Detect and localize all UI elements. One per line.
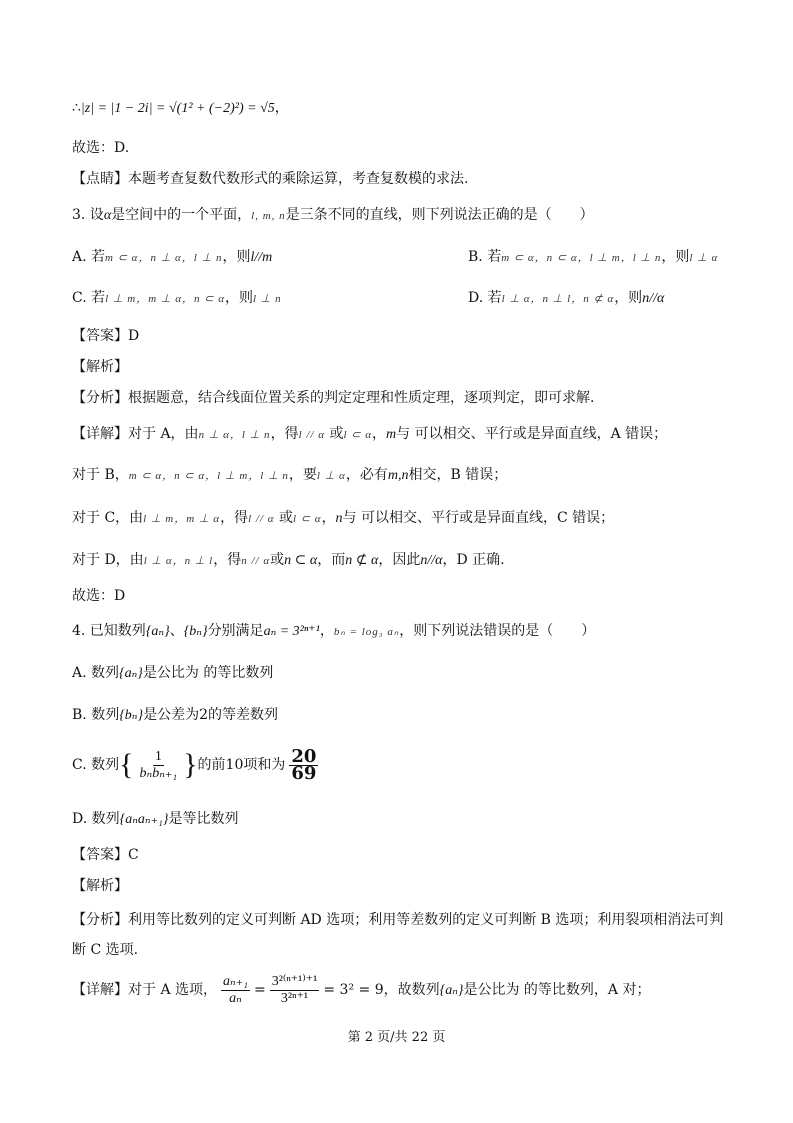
q3-option-a-label: A. 若 xyxy=(72,249,106,265)
q3-c-math-1: l ⊥ m，m ⊥ α xyxy=(143,513,221,525)
q4-c-ten: 10 xyxy=(225,757,244,773)
q3-d-text-2: ，得 xyxy=(213,552,242,568)
q4-stem-text-1: 4. 已知数列 xyxy=(72,623,146,639)
q3-stem-lines: l, m, n xyxy=(251,210,286,222)
q3-c-text-5: 与 可以相交、平行或是异面直线，C 错误； xyxy=(342,510,615,526)
q3-option-d-cond: l ⊥ α，n ⊥ l，n ⊄ α xyxy=(501,293,615,305)
q3-d-text-4: ，而 xyxy=(317,552,346,568)
q4-xj-power-den: 3²ⁿ⁺¹ xyxy=(280,990,309,1006)
q3-options-cd xyxy=(72,288,665,309)
q3-xj-math-3: l ⊂ α xyxy=(343,429,373,441)
q4-analysis-heading: 【解析】 xyxy=(72,878,128,894)
q4-xj-ratio-den: aₙ xyxy=(229,990,242,1006)
q3-stem-alpha: α xyxy=(103,208,112,223)
q3-c-text-3: 或 xyxy=(274,510,293,526)
q4-d-math: {aₙaₙ₊₁} xyxy=(119,812,169,827)
modulus-line xyxy=(72,98,289,119)
q3-d-math-2: n // α xyxy=(241,555,271,567)
q4-c-text-1: 的前 xyxy=(197,757,226,773)
q4-c-label: C. 数列 xyxy=(72,757,120,773)
q3-stem-text-2: 是空间中的一个平面， xyxy=(111,207,252,223)
q4-option-a xyxy=(72,663,273,684)
q3-option-b xyxy=(468,247,718,268)
q3-b-math-3: m,n xyxy=(387,468,409,483)
q3-d-math-5: n//α xyxy=(420,553,443,568)
q4-option-d xyxy=(72,809,238,830)
q3-b-text-4: 相交，B 错误； xyxy=(408,467,508,483)
q3-option-c-cond: l ⊥ m，m ⊥ α，n ⊂ α xyxy=(105,293,225,305)
q4-xj-result: = 3² = 9 xyxy=(323,982,384,998)
q3-stem-text-1: 3. 设 xyxy=(72,207,104,223)
q3-xiangjie-b xyxy=(72,465,507,486)
q3-option-d xyxy=(468,288,664,309)
q4-xj-math: {aₙ} xyxy=(439,983,464,998)
q3-b-math-1: m ⊂ α，n ⊂ α，l ⊥ m，l ⊥ n xyxy=(128,470,289,482)
q4-stem-an-def: aₙ = 3²ⁿ⁺¹ xyxy=(263,624,320,639)
q3-stem xyxy=(72,205,594,226)
q3-stem-text-3: 是三条不同的直线，则下列说法正确的是（ ） xyxy=(285,207,594,223)
brace-right-icon: } xyxy=(183,748,198,781)
q4-xj-power-num: 3²⁽ⁿ⁺¹⁾⁺¹ xyxy=(271,973,318,989)
q4-a-text: 是公比为 的等比数列 xyxy=(142,665,274,681)
q3-option-a-cond: m ⊂ α，n ⊥ α，l ⊥ n xyxy=(105,252,223,264)
q4-a-math: {aₙ} xyxy=(119,666,143,681)
q4-xj-eq: = xyxy=(253,982,266,998)
q3-xj-text-1: 【详解】对于 A，由 xyxy=(72,426,199,442)
q4-option-c xyxy=(72,741,322,789)
page-footer: 第 2 页/共 22 页 xyxy=(347,1030,446,1045)
q4-b-label: B. 数列 xyxy=(72,707,120,723)
q3-analysis-heading: 【解析】 xyxy=(72,359,128,375)
q3-xj-math-2: l // α xyxy=(298,429,326,441)
q4-answer: 【答案】C xyxy=(72,847,139,863)
q3-option-c xyxy=(72,290,282,306)
q3-c-math-3: l ⊂ α xyxy=(292,513,322,525)
q4-stem-bn-def: bₙ = log₃ aₙ xyxy=(333,626,400,638)
q3-c-text-1: 对于 C，由 xyxy=(72,510,144,526)
q3-choose: 故选：D xyxy=(72,588,126,604)
q4-d-text: 是等比数列 xyxy=(168,811,239,827)
q3-xj-math-1: n ⊥ α，l ⊥ n xyxy=(198,429,271,441)
q3-option-d-then: ，则 xyxy=(614,290,643,306)
q4-stem-text-2: 、 xyxy=(169,623,184,639)
q3-c-math-2: l // α xyxy=(248,513,275,525)
q4-option-b xyxy=(72,705,278,726)
q3-b-text-2: ，要 xyxy=(288,467,317,483)
q4-b-math: {bₙ} xyxy=(119,708,144,723)
q3-option-a-concl: l//m xyxy=(250,250,273,265)
q4-b-text-1: 是公差为 xyxy=(143,707,200,723)
q3-b-text-1: 对于 B， xyxy=(72,467,129,483)
q3-xj-math-4: m xyxy=(386,427,397,442)
q4-stem-text-3: 分别满足 xyxy=(207,623,264,639)
q3-option-d-label: D. 若 xyxy=(468,290,502,306)
q4-d-label: D. 数列 xyxy=(72,811,120,827)
q4-stem-text-5: ，则下列说法错误的是（ ） xyxy=(399,623,596,639)
q4-stem-text-4: ， xyxy=(319,623,334,639)
q3-option-c-label: C. 若 xyxy=(72,290,106,306)
q3-c-text-4: ， xyxy=(321,510,336,526)
q4-xj-text-2: ，故数列 xyxy=(383,982,440,998)
q4-b-text-2: 的等差数列 xyxy=(208,707,278,723)
q3-b-text-3: ，必有 xyxy=(345,467,388,483)
q3-options-ab xyxy=(72,247,719,268)
q3-b-math-2: l ⊥ α xyxy=(316,470,346,482)
q3-option-b-cond: m ⊂ α，n ⊂ α，l ⊥ m，l ⊥ n xyxy=(501,252,662,264)
q3-d-text-3: 或 xyxy=(270,552,285,568)
q3-d-text-5: ，因此 xyxy=(378,552,421,568)
q4-c-sum-fraction xyxy=(289,745,318,784)
q3-xiangjie-a xyxy=(72,424,667,445)
q4-stem xyxy=(72,621,595,642)
q3-xj-text-3: 或 xyxy=(325,426,344,442)
q4-stem-an: {aₙ} xyxy=(145,624,170,639)
q3-d-text-6: ，D 正确. xyxy=(442,552,505,568)
q3-option-a-then: ，则 xyxy=(222,249,251,265)
q4-xj-power-ratio xyxy=(270,974,320,1007)
q4-stem-bn: {bₙ} xyxy=(183,624,208,639)
q4-c-sum-num: 20 xyxy=(291,745,317,767)
q3-fenxi: 【分析】根据题意，结合线面位置关系的判定定理和性质定理，逐项判定，即可求解. xyxy=(72,390,595,406)
modulus-formula: |z| = |1 − 2i| = √(1² + (−2)²) = √5 xyxy=(80,101,275,116)
q4-c-sum-den: 69 xyxy=(291,762,317,784)
therefore-symbol: ∴ xyxy=(72,100,81,116)
q3-d-text-1: 对于 D，由 xyxy=(72,552,144,568)
q3-c-math-4: n xyxy=(335,511,343,526)
q4-fenxi-line-2: 断 C 选项. xyxy=(72,942,139,958)
q4-c-frac-num: 1 xyxy=(154,748,162,764)
q3-option-b-concl: l ⊥ α xyxy=(689,252,719,264)
q4-fenxi-line-1: 【分析】利用等比数列的定义可判断 AD 选项；利用等差数列的定义可判断 B 选项；利用裂项相消法可判 xyxy=(72,912,724,928)
q4-xj-ratio-num: aₙ₊₁ xyxy=(223,973,248,989)
q4-c-text-2: 项和为 xyxy=(243,757,286,773)
q3-option-b-label: B. 若 xyxy=(468,249,502,265)
q4-c-fraction xyxy=(138,749,180,782)
q3-d-math-3: n ⊂ α xyxy=(284,553,318,568)
q3-d-math-4: n ⊄ α xyxy=(345,553,379,568)
q4-b-diff: 2 xyxy=(199,707,208,723)
q4-a-label: A. 数列 xyxy=(72,665,120,681)
q3-option-b-then: ，则 xyxy=(661,249,690,265)
q4-xj-ratio xyxy=(221,974,250,1007)
q3-xiangjie-d xyxy=(72,550,505,571)
q3-option-c-concl: l ⊥ n xyxy=(253,293,282,305)
q3-d-math-1: l ⊥ α，n ⊥ l xyxy=(143,555,214,567)
brace-left-icon: { xyxy=(119,748,134,781)
q3-option-c-then: ，则 xyxy=(225,290,253,306)
q3-xj-text-5: 与 可以相交、平行或是异面直线，A 错误； xyxy=(396,426,668,442)
q4-xiangjie-a xyxy=(72,968,651,1013)
q4-xj-text-3: 是公比为 的等比数列，A 对； xyxy=(463,982,651,998)
q3-xj-text-2: ，得 xyxy=(270,426,299,442)
dianjing-note: 【点睛】本题考查复数代数形式的乘除运算，考查复数模的求法. xyxy=(72,171,469,187)
q3-xj-text-4: ， xyxy=(372,426,387,442)
q4-xj-text-1: 【详解】对于 A 选项， xyxy=(72,982,218,998)
q3-answer: 【答案】D xyxy=(72,328,140,344)
q3-c-text-2: ，得 xyxy=(220,510,249,526)
q4-c-frac-den: bₙbₙ₊₁ xyxy=(139,765,178,781)
q3-xiangjie-c xyxy=(72,508,614,529)
punctuation: ， xyxy=(274,100,289,116)
choose-answer-prev: 故选：D. xyxy=(72,140,130,156)
q3-option-d-concl: n//α xyxy=(642,291,665,306)
q3-option-a xyxy=(72,249,272,265)
